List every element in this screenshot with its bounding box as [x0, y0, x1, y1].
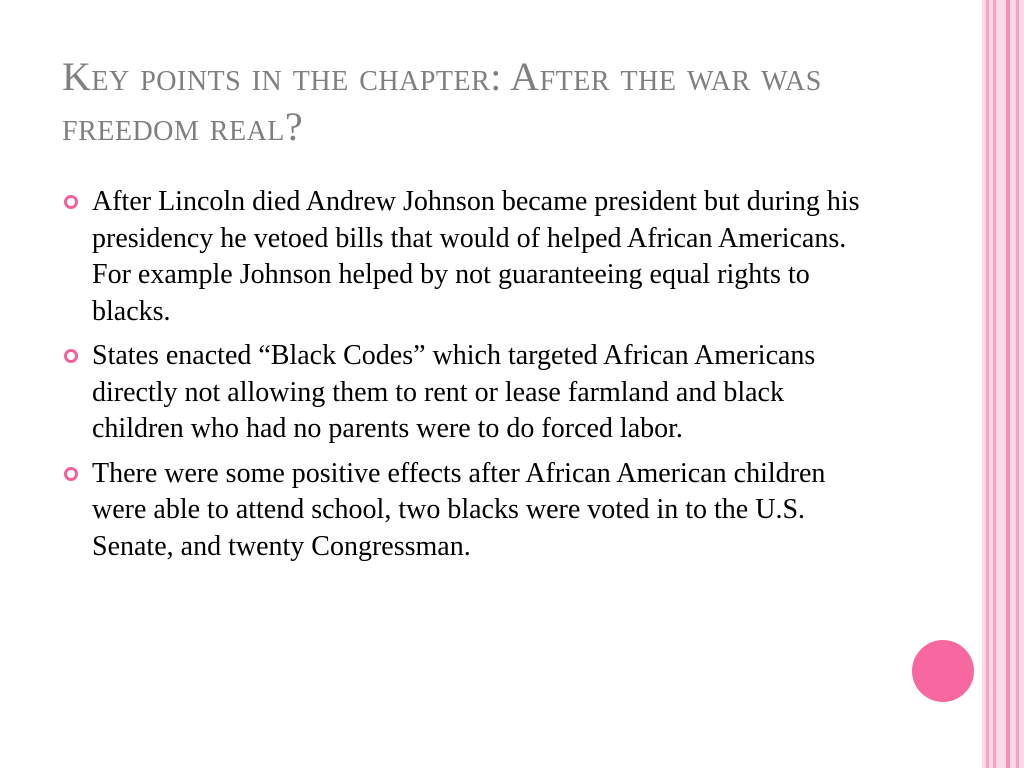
decorative-stripe — [1016, 0, 1019, 768]
bullet-text: States enacted “Black Codes” which targeted African Americans directly not allowing them to rent or lease farmland and black children who had no parents were to do forced labor. — [92, 340, 816, 444]
ring-bullet-icon — [64, 195, 78, 209]
decorative-stripe — [993, 0, 996, 768]
bullet-text: There were some positive effects after African American children were able to attend school, two blacks were voted in to the U.S. Senate, and twenty Congressman. — [92, 457, 826, 562]
decorative-stripe — [986, 0, 989, 768]
ring-bullet-icon — [64, 467, 78, 481]
bullet-item — [62, 338, 882, 448]
decorative-circle — [912, 640, 974, 702]
bullet-item — [62, 456, 882, 566]
bullet-text: After Lincoln died Andrew Johnson became president but during his presidency he vetoed bills that would of helped African Americans. For example Johnson helped by not guaranteeing equal rights to blacks. — [92, 186, 860, 327]
bullet-item — [62, 184, 882, 330]
ring-bullet-icon — [64, 349, 78, 363]
bullet-list — [62, 184, 882, 573]
decorative-stripe — [1006, 0, 1010, 768]
slide-title: Key points in the chapter: After the war was freedom real? — [62, 54, 822, 149]
